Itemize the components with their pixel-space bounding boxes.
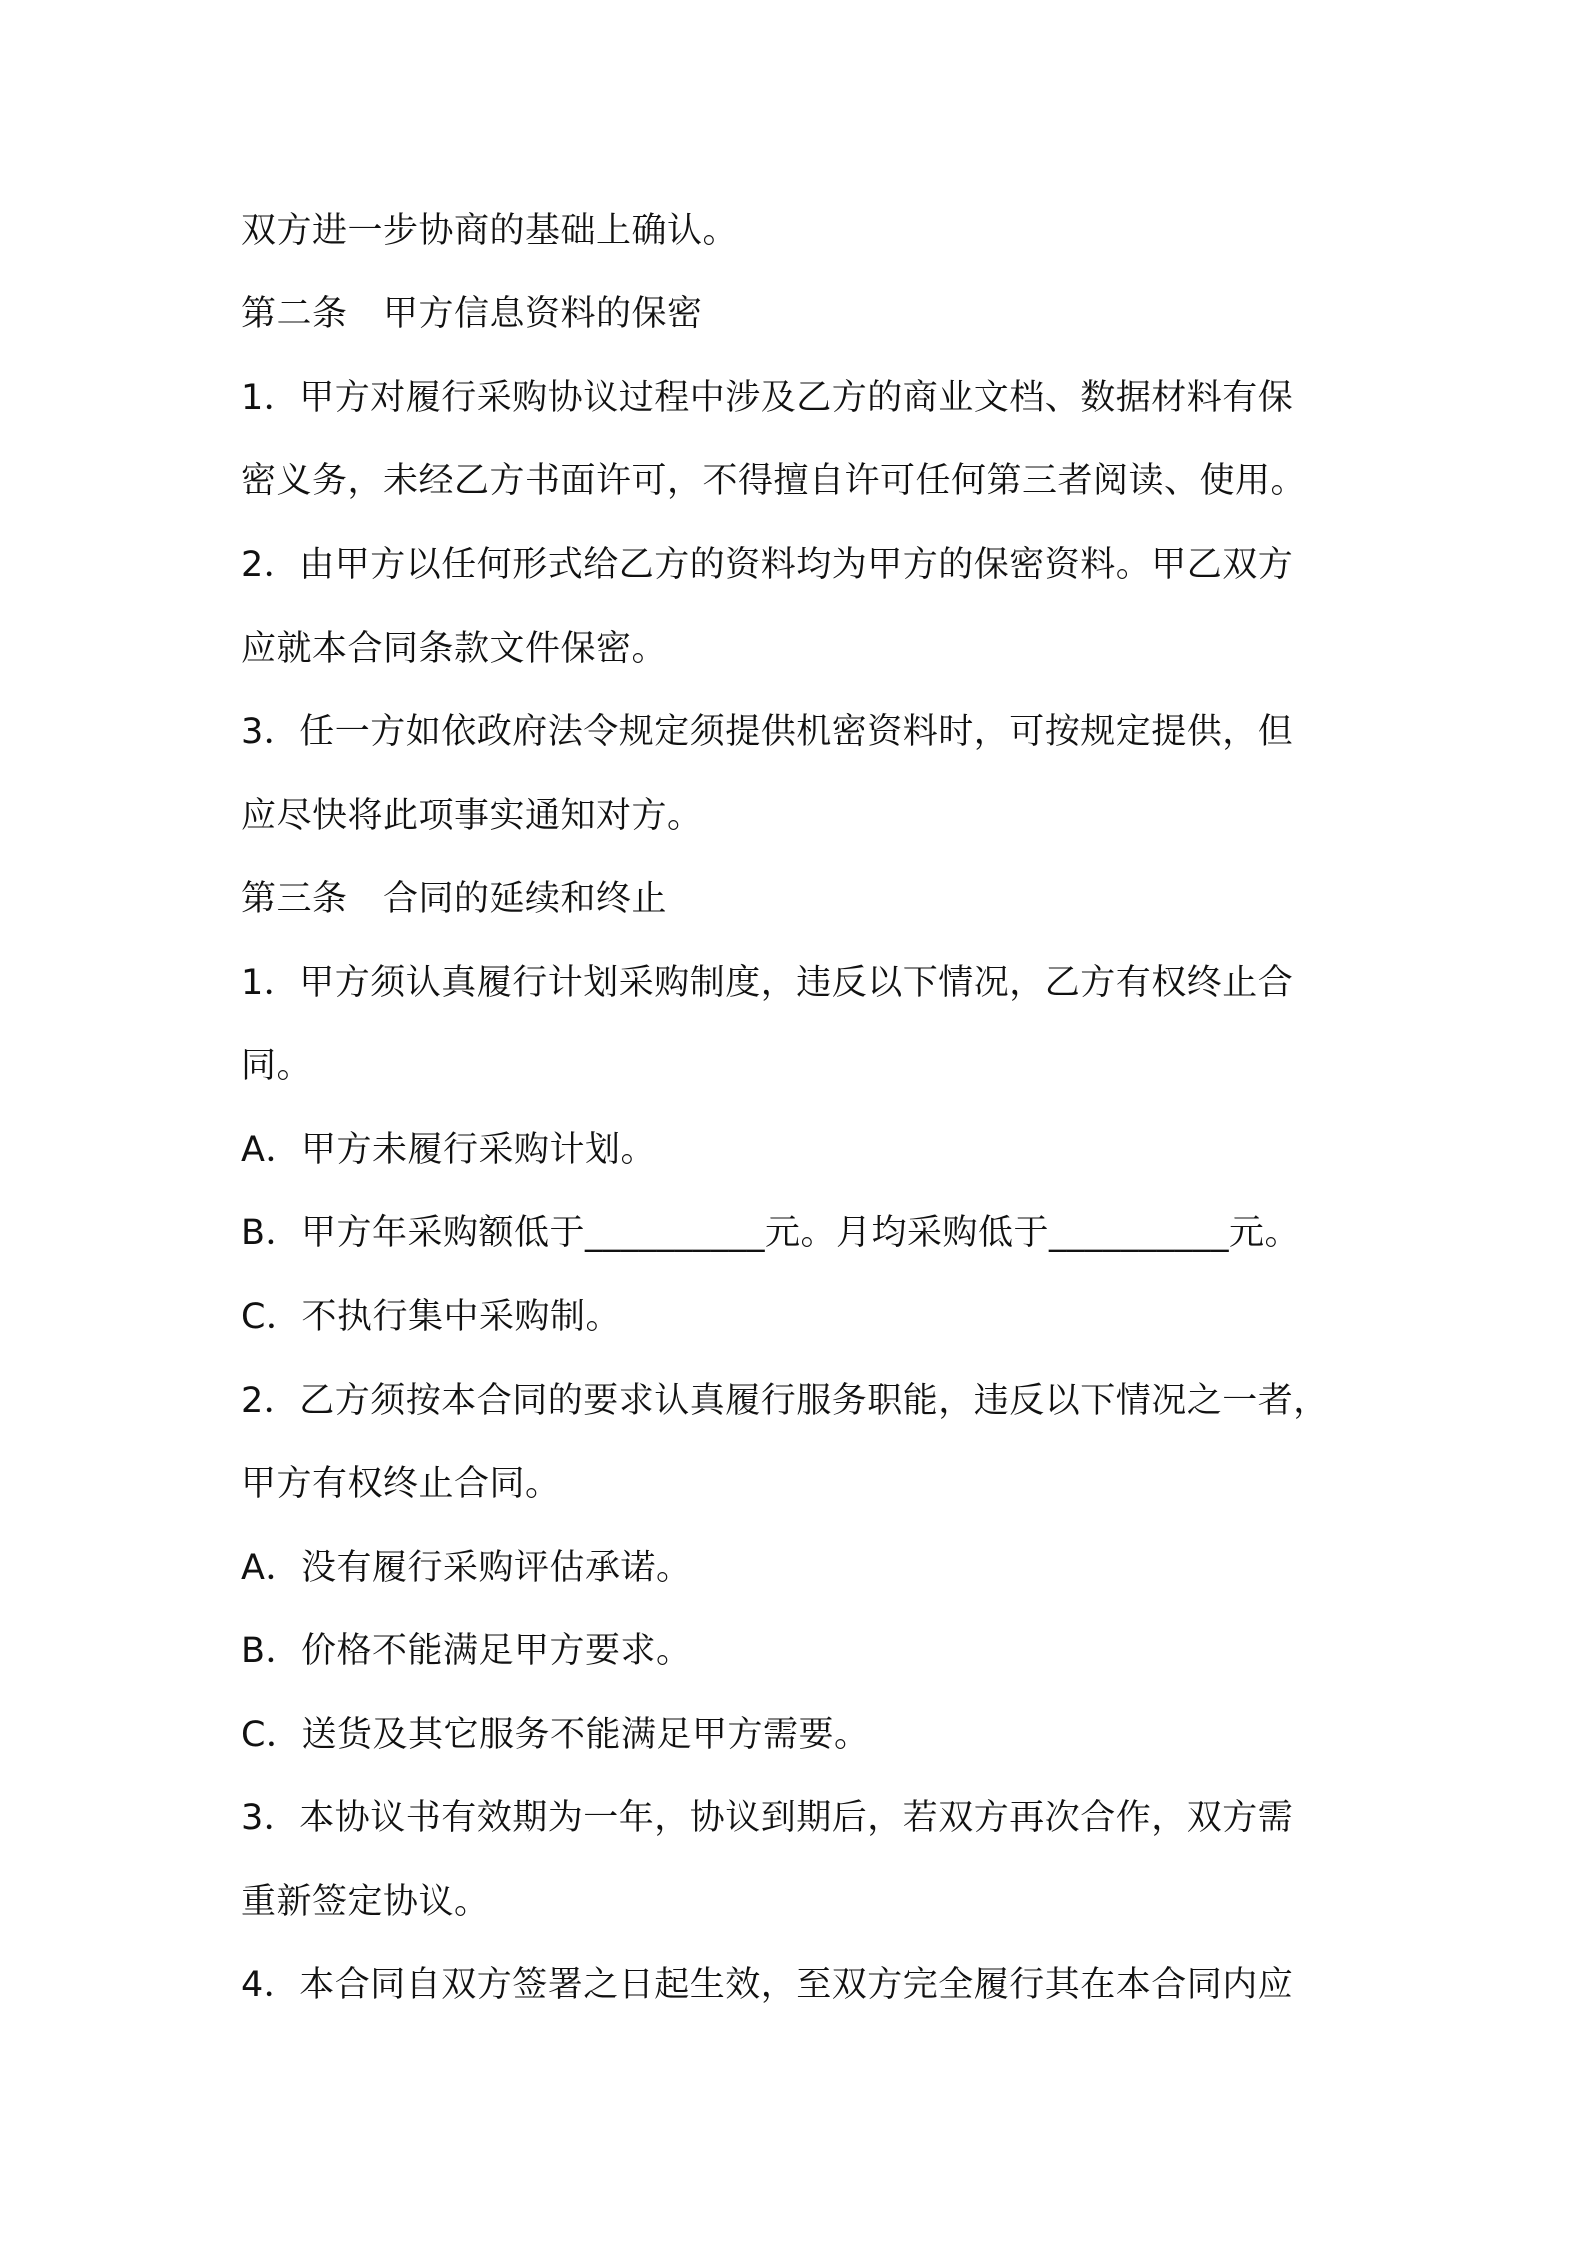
text-line: 4．本合同自双方签署之日起生效，至双方完全履行其在本合同内应 bbox=[241, 1965, 1294, 2005]
text-line: B．价格不能满足甲方要求。 bbox=[241, 1631, 692, 1671]
text-line: 3．本协议书有效期为一年，协议到期后，若双方再次合作，双方需 bbox=[241, 1798, 1294, 1838]
text-line: 双方进一步协商的基础上确认。 bbox=[241, 211, 739, 251]
text-line: 同。 bbox=[241, 1046, 313, 1086]
text-line: C．送货及其它服务不能满足甲方需要。 bbox=[241, 1715, 870, 1755]
text-line: B．甲方年采购额低于__________元。月均采购低于__________元。 bbox=[241, 1213, 1301, 1253]
text-line: A．没有履行采购评估承诺。 bbox=[241, 1548, 692, 1588]
text-line: 2．乙方须按本合同的要求认真履行服务职能，违反以下情况之一者， bbox=[241, 1381, 1329, 1421]
text-line: C．不执行集中采购制。 bbox=[241, 1297, 621, 1337]
text-line: 重新签定协议。 bbox=[241, 1882, 490, 1922]
text-line: 2．由甲方以任何形式给乙方的资料均为甲方的保密资料。甲乙双方 bbox=[241, 545, 1294, 585]
text-line: 1．甲方须认真履行计划采购制度，违反以下情况，乙方有权终止合 bbox=[241, 963, 1294, 1003]
text-line: A．甲方未履行采购计划。 bbox=[241, 1130, 656, 1170]
section-heading: 第三条 合同的延续和终止 bbox=[241, 879, 668, 919]
text-line: 1．甲方对履行采购协议过程中涉及乙方的商业文档、数据材料有保 bbox=[241, 378, 1294, 418]
text-line: 3．任一方如依政府法令规定须提供机密资料时，可按规定提供，但 bbox=[241, 712, 1294, 752]
text-line: 甲方有权终止合同。 bbox=[241, 1464, 561, 1504]
text-line: 应尽快将此项事实通知对方。 bbox=[241, 796, 703, 836]
text-line: 密义务，未经乙方书面许可，不得擅自许可任何第三者阅读、使用。 bbox=[241, 461, 1307, 501]
text-line: 应就本合同条款文件保密。 bbox=[241, 629, 668, 669]
section-heading: 第二条 甲方信息资料的保密 bbox=[241, 294, 703, 334]
